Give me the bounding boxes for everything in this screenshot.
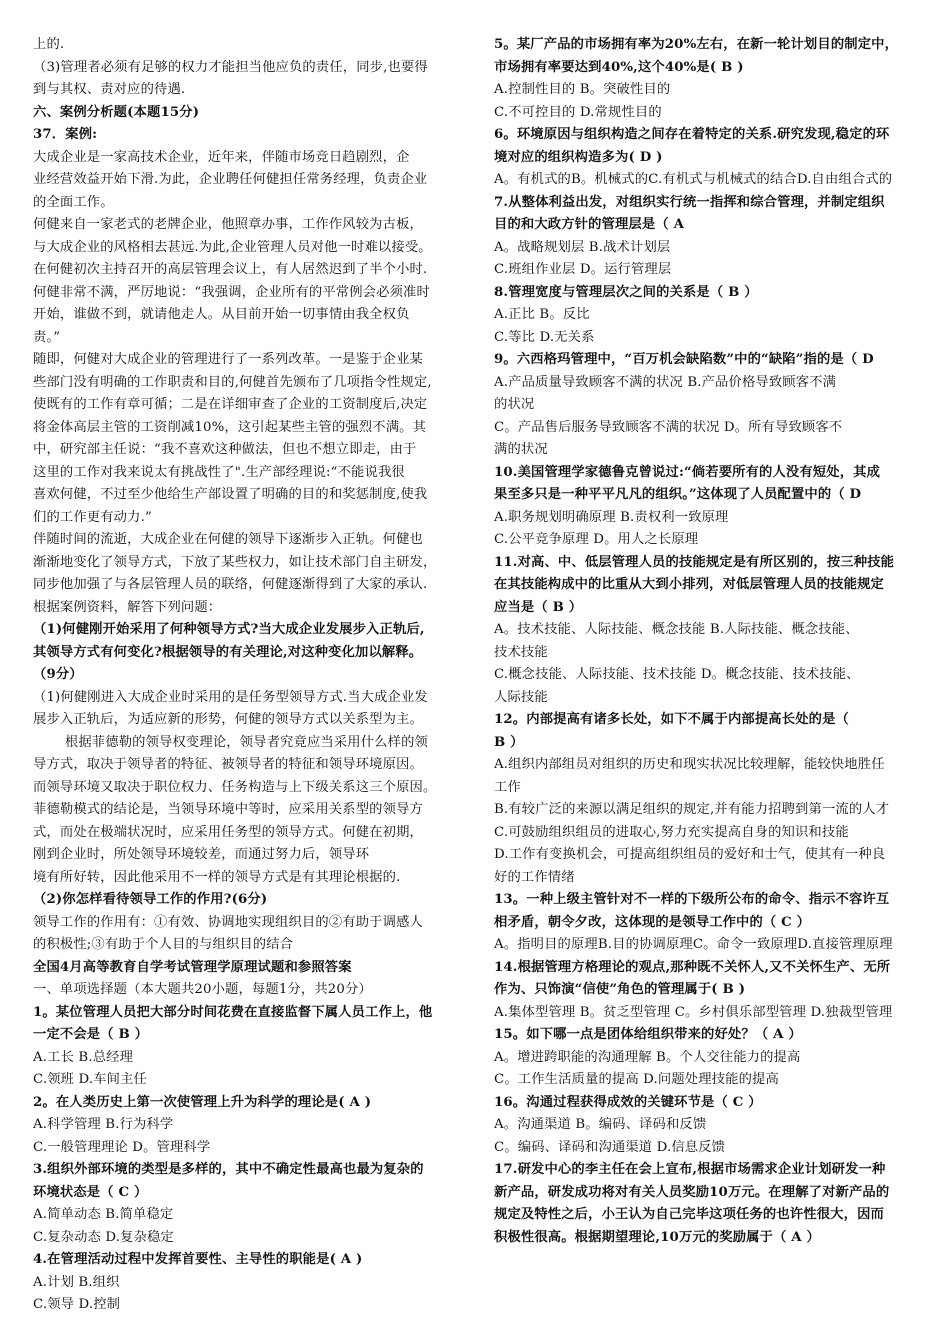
text-line: 大成企业是一家高技术企业，近年来，伴随市场竞日趋剧烈，企 [33, 149, 410, 165]
text-line: 目的和大政方针的管理层是（ A [494, 217, 685, 232]
text-line: （1)何健刚进入大成企业时采用的是任务型领导方式.当大成企业发 [33, 689, 428, 705]
text-line: 37．案例: [33, 127, 98, 142]
text-line: C.等比 D.无关系 [494, 329, 595, 345]
text-line: 刚到企业时，所处领导环境较差，而通过努力后，领导环 [33, 847, 370, 862]
text-line: 满的状况 [494, 442, 548, 457]
text-line: 技术技能 [494, 644, 548, 660]
text-line: A.职务规划明确原理 B.责权利一致原理 [494, 509, 729, 525]
text-line: 随即，何健对大成企业的管理进行了一系列改革。一是鉴于企业某 [33, 352, 423, 367]
text-line: 市场拥有率要达到40%,这个40%是( B ) [494, 59, 744, 75]
text-line: 好的工作情绪 [494, 869, 575, 885]
text-line: C.概念技能、人际技能、技术技能 D。概念技能、技术技能、 [494, 667, 860, 682]
text-line: B.有较广泛的来源以满足组织的规定,并有能力招聘到第一流的人才 [494, 802, 890, 817]
text-line: 根据菲德勒的领导权变理论，领导者究竟应当采用什么样的领 [64, 734, 428, 750]
text-line: 10.美国管理学家德鲁克曾说过:“倘若要所有的人没有短处，其成 [494, 464, 881, 480]
text-line: 新产品，研发成功将对有关人员奖励10万元。在理解了对新产品的 [494, 1184, 890, 1200]
text-line: D.工作有变换机会，可提高组织组员的爱好和士气，使其有一种良 [494, 847, 886, 862]
text-line: 喜欢何健，不过至少他给生产部设置了明确的目的和奖惩制度,使我 [33, 487, 428, 502]
text-line: 开始，谁做不到，就请他走人。从目前开始一切事情由我全权负 [33, 307, 410, 322]
right-column [494, 34, 926, 1249]
text-line: 13。一种上级主管针对不一样的下级所公布的命令、指示不容许互 [494, 892, 890, 907]
text-line: 环境状态是（ C ） [33, 1184, 148, 1200]
text-line: C.不可控目的 D.常规性目的 [494, 104, 662, 120]
text-line: A。战略规划层 B.战术计划层 [494, 239, 671, 255]
text-line: 相矛盾，朝令夕改，这体现的是领导工作中的（ C ） [494, 914, 811, 930]
text-line: 而领导环境又取决于职位权力、任务构造与上下级关系这三个原因。 [33, 779, 437, 795]
text-line: 六、案例分析题(本题15分) [33, 104, 200, 120]
text-line: （1)何健刚开始采用了何种领导方式?当大成企业发展步入正轨后, [33, 622, 425, 637]
text-line: 5。某厂产品的市场拥有率为20%左右，在新一轮计划目的制定中， [494, 37, 899, 52]
text-line: 导方式，取决于领导者的特征、被领导者的特征和领导环境原因。 [33, 757, 423, 772]
text-line: 伴随时间的流逝，大成企业在何健的领导下逐渐步入正轨。何健也 [33, 532, 423, 547]
text-line: 在其技能构成中的比重从大到小排列，对低层管理人员的技能规定 [494, 577, 884, 592]
text-line: 到与其权、责对应的待遇. [33, 82, 186, 97]
text-line: A.科学管理 B.行为科学 [33, 1117, 174, 1132]
text-line: 们的工作更有动力.” [33, 509, 152, 525]
text-line: （9分） [33, 667, 83, 682]
text-line: A。技术技能、人际技能、概念技能 B.人际技能、概念技能、 [494, 622, 859, 637]
text-line: 的状况 [494, 397, 535, 412]
text-line: 何健来自一家老式的老牌企业，他照章办事，工作作风较为古板， [33, 217, 423, 232]
text-line: C.领导 D.控制 [33, 1297, 121, 1312]
text-line: 责。” [33, 329, 61, 345]
text-line: 的积极性;③有助于个人目的与组织目的结合 [33, 937, 294, 952]
text-line: A.简单动态 B.简单稳定 [33, 1207, 174, 1222]
text-line: B ） [494, 734, 524, 750]
text-line: C.可鼓励组织组员的进取心,努力充实提高自身的知识和技能 [494, 824, 849, 840]
text-line: A.集体型管理 B。贫乏型管理 C。乡村俱乐部型管理 D.独裁型管理 [494, 1004, 893, 1020]
text-line: 业经营效益开始下滑.为此，企业聘任何健担任常务经理，负责企业 [33, 172, 428, 187]
text-line: 这里的工作对我来说太有挑战性了".生产部经理说:“不能说我很 [33, 464, 405, 480]
text-line: 1。某位管理人员把大部分时间花费在直接监督下属人员工作上，他 [33, 1004, 433, 1020]
left-column [33, 34, 465, 1317]
text-line: 领导工作的作用有：①有效、协调地实现组织目的②有助于调感人 [33, 914, 423, 930]
text-line: 式，而处在极端状况时，应采用任务型的领导方式。何健在初期， [33, 824, 423, 840]
text-line: 在何健初次主持召开的高层管理会议上，有人居然迟到了半个小时. [33, 262, 428, 277]
text-line: 境对应的组织构造多为( D ) [494, 149, 663, 165]
text-line: 15。如下哪一点是团体给组织带来的好处？（ A ） [494, 1027, 802, 1042]
text-line: 规定及特性之后，小王认为自己完毕这项任务的也许性很大，因而 [494, 1207, 884, 1222]
text-line: 的全面工作。 [33, 194, 114, 210]
text-line: A.正比 B。反比 [494, 307, 590, 322]
text-line: 工作 [494, 779, 521, 795]
text-line: 4.在管理活动过程中发挥首要性、主导性的职能是( A ) [33, 1252, 363, 1267]
text-line: 其领导方式有何变化?根据领导的有关理论,对这种变化加以解释。 [33, 644, 423, 660]
text-line: A。沟通渠道 B。编码、译码和反馈 [494, 1117, 707, 1132]
text-line: C.复杂动态 D.复杂稳定 [33, 1229, 174, 1245]
text-line: 2。在人类历史上第一次使管理上升为科学的理论是( A ) [33, 1094, 372, 1110]
text-line: A。有机式的B。机械式的C.有机式与机械式的结合D.自由组合式的 [494, 172, 893, 187]
text-line: 上的. [33, 37, 65, 52]
text-line: 16。沟通过程获得成效的关键环节是（ C ） [494, 1094, 762, 1110]
text-line: 与大成企业的风格相去甚远.为此,企业管理人员对他一时难以接受。 [33, 239, 432, 255]
text-line: A.组织内部组员对组织的历史和现实状况比较理解，能较快地胜任 [494, 757, 885, 772]
text-line: 菲德勒模式的结论是，当领导环境中等时，应采用关系型的领导方 [33, 802, 423, 817]
text-line: 一定不会是（ B ） [33, 1027, 149, 1042]
text-line: 将金体高层主管的工资削减10%，这引起某些主管的强烈不满。其 [33, 419, 427, 435]
text-line: 些部门没有明确的工作职责和目的,何健首先颁布了几项指令性规定, [33, 374, 432, 390]
text-line: A.工长 B.总经理 [33, 1049, 134, 1065]
text-line: 全国4月高等教育自学考试管理学原理试题和参照答案 [33, 959, 352, 975]
text-line: C.一般管理理论 D。管理科学 [33, 1139, 211, 1155]
text-line: 9。六西格玛管理中，“百万机会缺陷数”中的“缺陷”指的是（ D [494, 352, 874, 367]
text-line: C.班组作业层 D。运行管理层 [494, 262, 672, 277]
text-line: （2)你怎样看待领导工作的作用?(6分) [33, 892, 268, 907]
text-line: 境有所好转，因此他采用不一样的领导方式是有其理论根据的. [33, 869, 401, 885]
text-line: A。指明目的原理B.目的协调原理C。命令一致原理D.直接管理原理 [494, 937, 893, 952]
text-line: 同步他加强了与各层管理人员的联络，何健逐渐得到了大家的承认. [33, 577, 428, 592]
text-line: 应当是（ B ） [494, 599, 583, 615]
text-line: 展步入正轨后，为适应新的形势，何健的领导方式以关系型为主。 [33, 712, 423, 727]
text-line: A.计划 B.组织 [33, 1274, 120, 1290]
text-line: 一、单项选择题（本大题共20小题，每题1分，共20分） [33, 982, 372, 997]
text-line: 积极性很高。根据期望理论,10万元的奖励属于（ A ） [494, 1229, 820, 1245]
text-line: 12。内部提高有诸多长处，如下不属于内部提高长处的是（ [494, 712, 849, 727]
text-line: 根据案例资料，解答下列问题： [33, 599, 222, 615]
text-line: C。工作生活质量的提高 D.问题处理技能的提高 [494, 1072, 779, 1087]
text-line: 7.从整体利益出发，对组织实行统一指挥和综合管理，并制定组织 [494, 194, 885, 210]
text-line: A.产品质量导致顾客不满的状况 B.产品价格导致顾客不满 [494, 374, 837, 390]
text-line: A.控制性目的 B。突破性目的 [494, 82, 671, 97]
text-line: 何健非常不满，严厉地说：“我强调，企业所有的平常例会必须准时 [33, 284, 430, 300]
text-line: （3)管理者必须有足够的权力才能担当他应负的责任，同步,也要得 [33, 59, 428, 75]
text-line: 作为、只饰演“信使”角色的管理属于( B ) [494, 982, 746, 997]
text-line: 果至多只是一种平平凡凡的组织。”这体现了人员配置中的（ D [494, 487, 862, 502]
text-line: C。产品售后服务导致顾客不满的状况 D。所有导致顾客不 [494, 419, 843, 435]
text-line: 渐渐地变化了领导方式，下放了某些权力，如让技术部门自主研发， [33, 554, 437, 570]
text-line: 中，研究部主任说：“我不喜欢这种做法，但也不想立即走，由于 [33, 442, 417, 457]
text-line: 3.组织外部环境的类型是多样的，其中不确定性最高也最为复杂的 [33, 1162, 424, 1177]
text-line: 11.对高、中、低层管理人员的技能规定是有所区别的，按三种技能 [494, 554, 895, 570]
text-line: C。编码、译码和沟通渠道 D.信息反馈 [494, 1139, 726, 1155]
text-line: 使既有的工作有章可循；二是在详细审查了企业的工资制度后,决定 [33, 397, 428, 412]
text-line: A。增进跨职能的沟通理解 B。个人交往能力的提高 [494, 1049, 801, 1065]
text-line: 人际技能 [494, 689, 548, 705]
text-line: 8.管理宽度与管理层次之间的关系是（ B ） [494, 284, 758, 300]
text-line: 17.研发中心的李主任在会上宣布,根据市场需求企业计划研发一种 [494, 1162, 886, 1177]
text-line: C.领班 D.车间主任 [33, 1072, 147, 1087]
text-line: 6。环境原因与组织构造之间存在着特定的关系.研究发现,稳定的环 [494, 127, 890, 142]
text-line: 14.根据管理方格理论的观点,那种既不关怀人,又不关怀生产、无所 [494, 959, 891, 975]
text-line: C.公平竞争原理 D。用人之长原理 [494, 532, 699, 547]
